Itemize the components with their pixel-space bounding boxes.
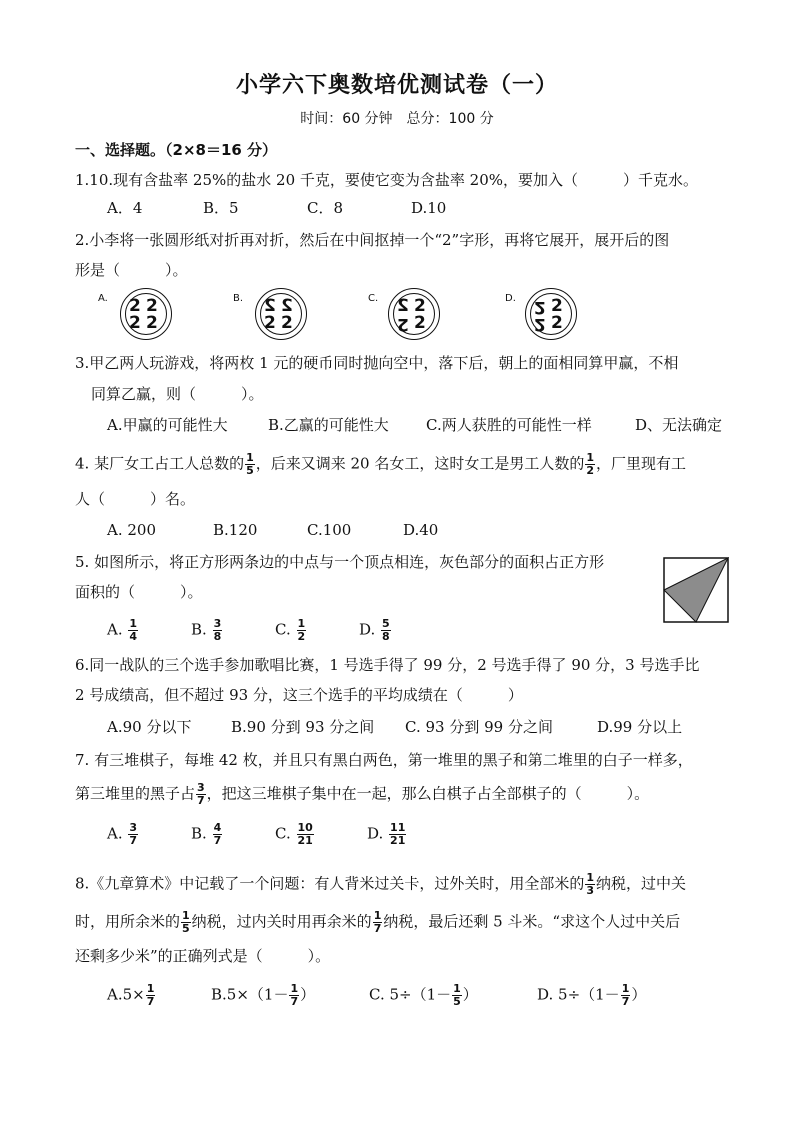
circle-figure: 2 2 2 2 [525, 288, 577, 340]
page-title: 小学六下奥数培优测试卷（一） [235, 73, 558, 98]
question-2-line1: 2.小李将一张圆形纸对折再对折，然后在中间抠掉一个“2”字形，再将它展开，展开后的图 [75, 231, 670, 249]
q5-option-a[interactable]: A. $\frac{1}{4}$ [107, 617, 138, 643]
q2-option-b-label: B. [233, 293, 244, 304]
circle-figure: 2 2 2 2 [255, 288, 307, 340]
question-7-line1: 7. 有三堆棋子，每堆 42 枚，并且只有黑白两色，第一堆里的黑子和第二堆里的白子一样多， [75, 751, 693, 769]
question-1: 1.10.现有含盐率 25%的盐水 20 千克，要使它变为含盐率 20%，要加入（ ）千克水。 [75, 171, 699, 189]
q4-option-a[interactable]: A. 200 [107, 521, 156, 539]
question-3-line2: 同算乙赢，则（ ）。 [91, 385, 264, 403]
q6-option-a[interactable]: A.90 分以下 [107, 718, 192, 736]
q8-option-a[interactable]: A.5× $\frac{1}{7}$ [107, 982, 155, 1008]
q4-option-c[interactable]: C.100 [307, 521, 352, 539]
q7-option-a[interactable]: A. $\frac{3}{7}$ [107, 821, 138, 847]
q1-option-c[interactable]: C．8 [307, 199, 344, 217]
fraction: $\frac{1}{7}$ [373, 909, 382, 935]
question-8-line3: 还剩多少米”的正确列式是（ ）。 [75, 947, 331, 965]
question-2-line2: 形是（ ）。 [75, 261, 188, 279]
fraction: $\frac{1}{3}$ [586, 871, 594, 897]
q8-option-b[interactable]: B.5×（1－ $\frac{1}{7}$ ） [211, 982, 316, 1008]
q4-option-d[interactable]: D.40 [403, 521, 439, 539]
fraction: $\frac{1}{5}$ [182, 909, 190, 935]
q5-option-b[interactable]: B. $\frac{3}{8}$ [191, 617, 222, 643]
question-8-line2: 时，用所余米的 $\frac{1}{5}$ 纳税，过内关时用再余米的 $\frac{1}{7}$ 纳税，最后还剩 5 斗米。“求这个人过中关后 [75, 909, 681, 935]
q2-option-d-label: D. [505, 293, 516, 304]
q3-option-c[interactable]: C.两人获胜的可能性一样 [426, 416, 592, 434]
question-8-line1: 8.《九章算术》中记载了一个问题：有人背米过关卡，过外关时，用全部米的 $\frac{1}{3}$ 纳税，过中关 [75, 871, 686, 897]
q5-option-c[interactable]: C. $\frac{1}{2}$ [275, 617, 306, 643]
q7-option-b[interactable]: B. $\frac{4}{7}$ [191, 821, 222, 847]
fraction: $\frac{1}{5}$ [246, 451, 254, 477]
question-4-line1: 4. 某厂女工占工人总数的 $\frac{1}{5}$ ，后来又调来 20 名女工，这时女工是男工人数的 $\frac{1}{2}$ ，厂里现有工 [75, 451, 687, 477]
q1-option-a[interactable]: A．4 [107, 199, 143, 217]
q4-option-b[interactable]: B.120 [213, 521, 258, 539]
q3-option-d[interactable]: D、无法确定 [635, 416, 723, 434]
q3-option-a[interactable]: A.甲赢的可能性大 [107, 416, 228, 434]
question-6-line2: 2 号成绩高，但不超过 93 分，这三个选手的平均成绩在（ ） [75, 686, 523, 704]
question-3-line1: 3.甲乙两人玩游戏，将两枚 1 元的硬币同时抛向空中，落下后，朝上的面相同算甲赢，不相 [75, 354, 679, 372]
question-7-line2: 第三堆里的黑子占 $\frac{3}{7}$ ，把这三堆棋子集中在一起，那么白棋子占全部棋子的（ ）。 [75, 781, 650, 807]
q6-option-b[interactable]: B.90 分到 93 分之间 [231, 718, 375, 736]
q6-option-c[interactable]: C. 93 分到 99 分之间 [405, 718, 553, 736]
question-4-line2: 人（ ）名。 [75, 490, 196, 508]
q8-option-d[interactable]: D. 5÷（1－ $\frac{1}{7}$ ） [537, 982, 647, 1008]
q2-option-c-label: C. [368, 293, 379, 304]
question-5-line2: 面积的（ ）。 [75, 583, 203, 601]
fraction: $\frac{1}{2}$ [586, 451, 595, 477]
fraction: $\frac{3}{7}$ [197, 781, 205, 807]
square-figure [663, 557, 729, 623]
question-5-line1: 5. 如图所示，将正方形两条边的中点与一个顶点相连，灰色部分的面积占正方形 [75, 553, 605, 571]
question-6-line1: 6.同一战队的三个选手参加歌唱比赛，1 号选手得了 99 分，2 号选手得了 90 分，3 号选手比 [75, 656, 700, 674]
q7-option-c[interactable]: C. $\frac{10}{21}$ [275, 821, 313, 847]
q8-option-c[interactable]: C. 5÷（1－ $\frac{1}{5}$ ） [369, 982, 478, 1008]
q3-option-b[interactable]: B.乙赢的可能性大 [268, 416, 389, 434]
q6-option-d[interactable]: D.99 分以上 [597, 718, 683, 736]
circle-figure: 2 2 2 2 [120, 288, 172, 340]
exam-info: 时间：60 分钟 总分：100 分 [300, 111, 494, 127]
q5-option-d[interactable]: D. $\frac{5}{8}$ [359, 617, 390, 643]
q2-option-a-label: A. [98, 293, 108, 304]
circle-figure: 2 2 2 2 [388, 288, 440, 340]
q7-option-d[interactable]: D. $\frac{11}{21}$ [367, 821, 406, 847]
q1-option-b[interactable]: B．5 [203, 199, 239, 217]
section-heading: 一、选择题。（2×8＝16 分） [75, 141, 278, 159]
q1-option-d[interactable]: D.10 [411, 199, 447, 217]
